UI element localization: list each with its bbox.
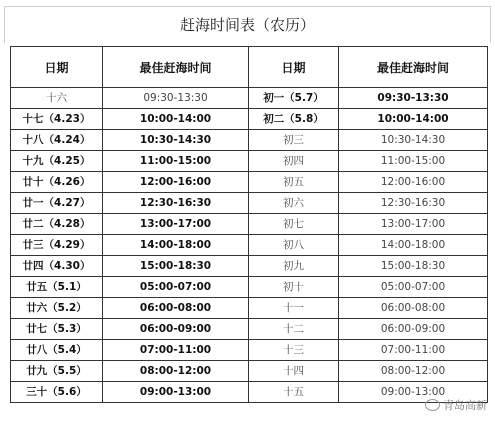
time-1-cell: 11:00-15:00 — [103, 151, 249, 172]
header-date-1: 日期 — [11, 47, 103, 88]
date-2-cell: 初八 — [249, 235, 339, 256]
date-2-cell: 初四 — [249, 151, 339, 172]
date-1-cell: 廿三（4.29） — [11, 235, 103, 256]
time-2-cell: 15:00-18:30 — [339, 256, 488, 277]
time-1-cell: 10:30-14:30 — [103, 130, 249, 151]
table-row — [11, 130, 488, 151]
time-1-cell: 13:00-17:00 — [103, 214, 249, 235]
table-row — [11, 214, 488, 235]
date-1-cell: 廿九（5.5） — [11, 361, 103, 382]
date-1-cell: 十七（4.23） — [11, 109, 103, 130]
date-2-cell: 初七 — [249, 214, 339, 235]
time-1-cell: 07:00-11:00 — [103, 340, 249, 361]
wechat-icon — [425, 399, 440, 411]
header-time-1: 最佳赶海时间 — [103, 47, 249, 88]
table-row — [11, 172, 488, 193]
time-2-cell: 13:00-17:00 — [339, 214, 488, 235]
date-2-cell: 十一 — [249, 298, 339, 319]
header-date-2: 日期 — [249, 47, 339, 88]
time-1-cell: 10:00-14:00 — [103, 109, 249, 130]
time-1-cell: 12:00-16:00 — [103, 172, 249, 193]
time-2-cell: 12:00-16:00 — [339, 172, 488, 193]
time-1-cell: 08:00-12:00 — [103, 361, 249, 382]
table-row — [11, 298, 488, 319]
date-1-cell: 廿六（5.2） — [11, 298, 103, 319]
time-1-cell: 09:00-13:00 — [103, 382, 249, 403]
date-2-cell: 十四 — [249, 361, 339, 382]
date-1-cell: 十九（4.25） — [11, 151, 103, 172]
time-2-cell: 11:00-15:00 — [339, 151, 488, 172]
table-row — [11, 109, 488, 130]
table-row — [11, 319, 488, 340]
date-2-cell: 十三 — [249, 340, 339, 361]
date-1-cell: 廿一（4.27） — [11, 193, 103, 214]
date-2-cell: 初一（5.7） — [249, 88, 339, 109]
date-2-cell: 初三 — [249, 130, 339, 151]
table-header-row — [11, 47, 488, 88]
time-2-cell: 06:00-08:00 — [339, 298, 488, 319]
time-2-cell: 07:00-11:00 — [339, 340, 488, 361]
time-1-cell: 06:00-08:00 — [103, 298, 249, 319]
date-1-cell: 十八（4.24） — [11, 130, 103, 151]
date-1-cell: 廿四（4.30） — [11, 256, 103, 277]
time-1-cell: 12:30-16:30 — [103, 193, 249, 214]
watermark — [425, 397, 487, 413]
time-1-cell: 14:00-18:00 — [103, 235, 249, 256]
date-2-cell: 初十 — [249, 277, 339, 298]
time-2-cell: 12:30-16:30 — [339, 193, 488, 214]
time-1-cell: 09:30-13:30 — [103, 88, 249, 109]
date-2-cell: 初二（5.8） — [249, 109, 339, 130]
watermark-text: 青岛高新 — [443, 399, 487, 412]
date-1-cell: 廿八（5.4） — [11, 340, 103, 361]
table-row — [11, 88, 488, 109]
time-1-cell: 05:00-07:00 — [103, 277, 249, 298]
table-row — [11, 382, 488, 403]
table-row — [11, 151, 488, 172]
time-2-cell: 08:00-12:00 — [339, 361, 488, 382]
date-2-cell: 初六 — [249, 193, 339, 214]
date-2-cell: 初五 — [249, 172, 339, 193]
date-2-cell: 初九 — [249, 256, 339, 277]
date-2-cell: 十二 — [249, 319, 339, 340]
header-time-2: 最佳赶海时间 — [339, 47, 488, 88]
time-1-cell: 15:00-18:30 — [103, 256, 249, 277]
time-2-cell: 09:00-13:00 — [339, 382, 488, 403]
table-row — [11, 340, 488, 361]
date-1-cell: 廿五（5.1） — [11, 277, 103, 298]
time-1-cell: 06:00-09:00 — [103, 319, 249, 340]
date-1-cell: 十六 — [11, 88, 103, 109]
time-2-cell: 06:00-09:00 — [339, 319, 488, 340]
table-row — [11, 193, 488, 214]
time-2-cell: 10:00-14:00 — [339, 109, 488, 130]
table-title: 赶海时间表（农历） — [4, 6, 491, 43]
date-2-cell: 十五 — [249, 382, 339, 403]
time-2-cell: 14:00-18:00 — [339, 235, 488, 256]
date-1-cell: 三十（5.6） — [11, 382, 103, 403]
time-2-cell: 09:30-13:30 — [339, 88, 488, 109]
tide-time-table — [10, 46, 488, 403]
table-row — [11, 256, 488, 277]
table-row — [11, 235, 488, 256]
table-row — [11, 361, 488, 382]
date-1-cell: 廿二（4.28） — [11, 214, 103, 235]
time-2-cell: 05:00-07:00 — [339, 277, 488, 298]
date-1-cell: 廿七（5.3） — [11, 319, 103, 340]
table-row — [11, 277, 488, 298]
time-2-cell: 10:30-14:30 — [339, 130, 488, 151]
date-1-cell: 廿十（4.26） — [11, 172, 103, 193]
